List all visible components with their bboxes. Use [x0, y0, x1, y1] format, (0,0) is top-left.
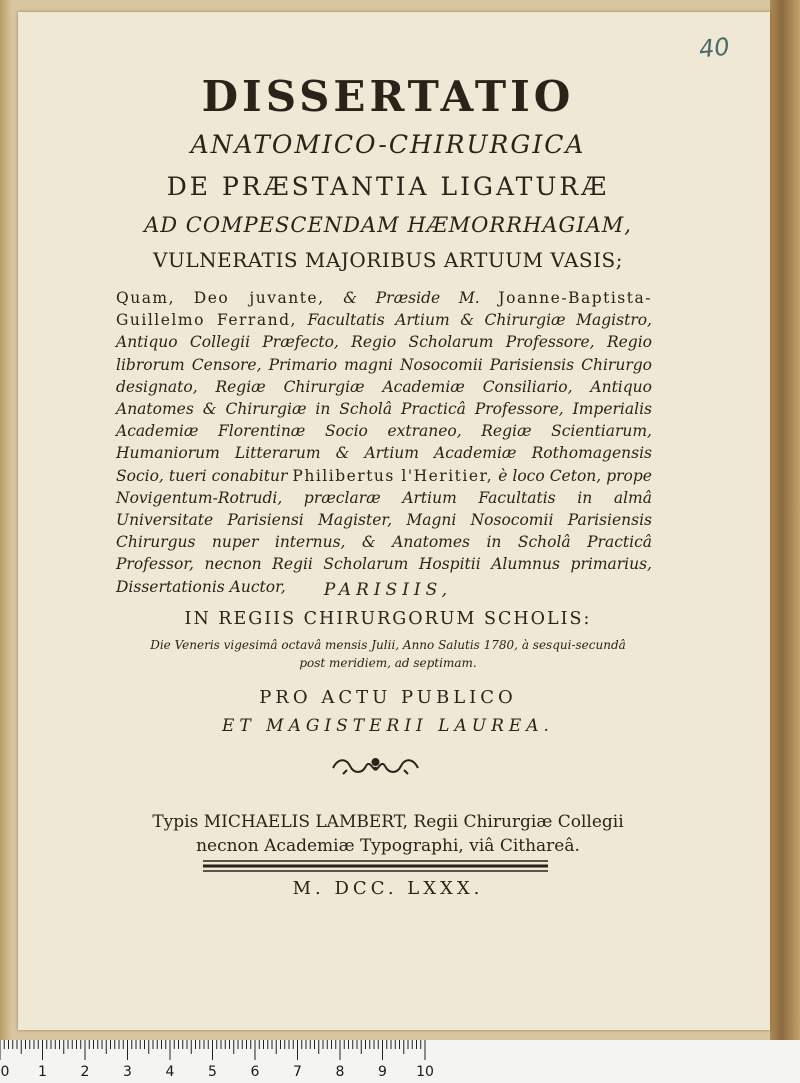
- ruler-label: 4: [165, 1064, 175, 1080]
- praeside-text: & Præside M.: [343, 289, 480, 307]
- ruler-label: 0: [0, 1064, 10, 1080]
- place-city: PARISIIS,: [323, 580, 453, 600]
- place-venue: IN REGIIS CHIRURGORUM SCHOLIS:: [184, 609, 592, 629]
- title-line-5: VULNERATIS MAJORIBUS ARTUUM VASIS;: [153, 248, 623, 272]
- purpose-line-1: PRO ACTU PUBLICO: [259, 687, 517, 708]
- ruler-label: 3: [123, 1064, 132, 1080]
- imprint-line-1: Typis MICHAELIS LAMBERT, Regii Chirurgiæ Collegii: [152, 812, 624, 832]
- deo-juvante: Deo juvante,: [193, 289, 325, 307]
- ruler-label: 7: [293, 1064, 302, 1080]
- ruler-label: 1: [38, 1064, 47, 1080]
- joanne-name: Joanne-Baptista-: [498, 289, 652, 307]
- ruler-label: 5: [208, 1064, 217, 1080]
- title-line-1: DISSERTATIO: [201, 72, 575, 121]
- title-line-2: ANATOMICO-CHIRURGICA: [190, 130, 586, 159]
- imprint: [108, 810, 668, 858]
- ruler-ticks: [0, 1040, 800, 1064]
- imprint-line-2: necnon Academiæ Typographi, viâ Cithareâ.: [196, 836, 580, 856]
- ruler-label: 9: [378, 1064, 387, 1080]
- ruler-label: 8: [335, 1064, 345, 1080]
- ruler-label: 6: [250, 1064, 260, 1080]
- title-page: [18, 12, 770, 1030]
- ruler-label: 10: [416, 1064, 434, 1080]
- title-line-4: AD COMPESCENDAM HÆMORRHAGIAM,: [144, 213, 632, 237]
- credentials-text: Facultatis Artium & Chirurgiæ Magistro, Antiquo Collegii Præfecto, Regio Scholarum Professore, Regio librorum Censore, Primario magni Nosocomii Parisiensis Chirurgo designato, Regiæ Chirurgiæ Academiæ Consiliario, Antiquo Anatomes & Chirurgiæ in Scholâ Practicâ Professore, Imperialis Academiæ Florentinæ Socio extraneo, Regiæ Scientiarum, Humaniorum Litterarum & Artium Academiæ Rothomagensis Socio, tueri conabitur: [116, 311, 652, 485]
- dedication-paragraph: [116, 287, 652, 598]
- guillelmo-name: Guillelmo Ferrand,: [116, 311, 297, 330]
- fleuron-ornament-icon: [328, 754, 423, 780]
- philibertus-name: Philibertus l'Heritier,: [292, 466, 494, 485]
- date-line-2: post meridiem, ad septimam.: [299, 656, 477, 670]
- author-text: è loco Ceton, prope Novigentum-Rotrudi, præclaræ Artium Facultatis in almâ Universitate Parisiensi Magister, Magni Nosocomii Parisiensis Chirurgus nuper internus, & Anatomes in Scholâ Practicâ Professor, necnon Regii Scholarum Hospitii Alumnus primarius, Dissertationis Auctor,: [116, 466, 652, 596]
- publication-year: M. DCC. LXXX.: [292, 878, 484, 899]
- purpose-line-2: ET MAGISTERII LAUREA.: [222, 716, 554, 736]
- scale-ruler: [0, 1040, 800, 1083]
- title-line-3: DE PRÆSTANTIA LIGATURÆ: [166, 172, 610, 201]
- folio-number: 40: [698, 32, 732, 64]
- page-content: [18, 12, 770, 1030]
- double-rule-divider: [203, 858, 548, 874]
- quam-word: Quam,: [116, 289, 176, 307]
- book-edge: [770, 0, 800, 1040]
- place-date: [118, 636, 658, 672]
- ruler-label: 2: [80, 1064, 90, 1080]
- date-line-1: Die Veneris vigesimâ octavâ mensis Julii, Anno Salutis 1780, à sesqui-secundâ: [150, 638, 626, 652]
